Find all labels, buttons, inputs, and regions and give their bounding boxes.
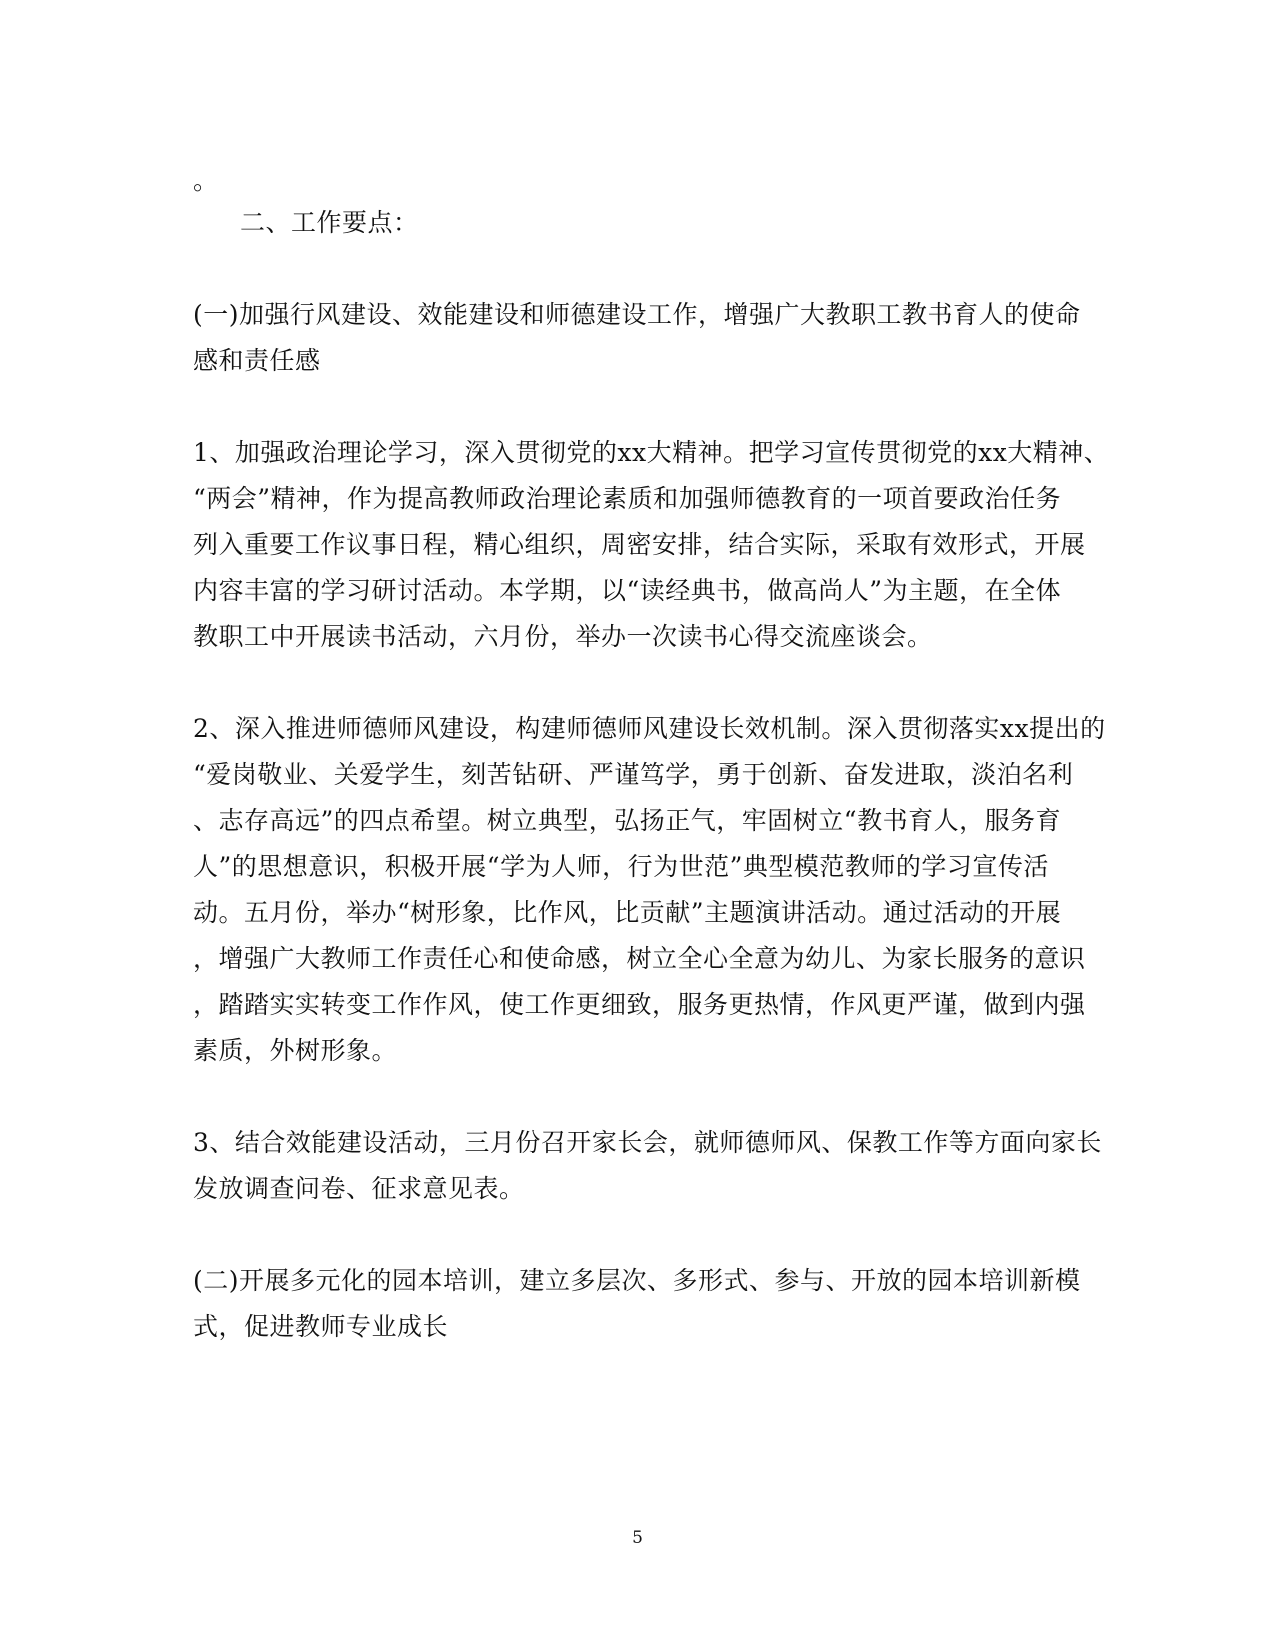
subsection-heading-line: (一)加强行风建设、效能建设和师德建设工作，增强广大教职工教书育人的使命 (193, 300, 1081, 329)
paragraph-line: 2、深入推进师德师风建设，构建师德师风建设长效机制。深入贯彻落实xx提出的 (193, 714, 1106, 743)
paragraph-line: 列入重要工作议事日程，精心组织，周密安排，结合实际，采取有效形式，开展 (193, 530, 1086, 559)
page-number: 5 (632, 1528, 643, 1548)
paragraph-line: ，增强广大教师工作责任心和使命感，树立全心全意为幼儿、为家长服务的意识 (193, 944, 1086, 973)
trailing-punctuation: 。 (193, 166, 219, 195)
paragraph-line: ，踏踏实实转变工作作风，使工作更细致，服务更热情，作风更严谨，做到内强 (193, 990, 1086, 1019)
paragraph-line: 3、结合效能建设活动，三月份召开家长会，就师德师风、保教工作等方面向家长 (193, 1128, 1102, 1157)
subsection-heading-line: (二)开展多元化的园本培训，建立多层次、多形式、参与、开放的园本培训新模 (193, 1266, 1081, 1295)
paragraph-line: 发放调查问卷、征求意见表。 (193, 1174, 525, 1203)
paragraph-line: 素质，外树形象。 (193, 1036, 398, 1065)
paragraph-line: “两会”精神，作为提高教师政治理论素质和加强师德教育的一项首要政治任务 (193, 484, 1062, 513)
subsection-heading-line: 式，促进教师专业成长 (193, 1312, 449, 1341)
paragraph-line: 1、加强政治理论学习，深入贯彻党的xx大精神。把学习宣传贯彻党的xx大精神、 (193, 438, 1110, 467)
paragraph-line: 人”的思想意识，积极开展“学为人师，行为世范”典型模范教师的学习宣传活 (193, 852, 1049, 881)
paragraph-line: 教职工中开展读书活动，六月份，举办一次读书心得交流座谈会。 (193, 622, 933, 651)
paragraph-line: “爱岗敬业、关爱学生，刻苦钻研、严谨笃学，勇于创新、奋发进取，淡泊名利 (193, 760, 1074, 789)
section-heading: 二、工作要点： (240, 208, 419, 237)
subsection-heading-line: 感和责任感 (193, 346, 321, 375)
paragraph-line: 动。五月份，举办“树形象，比作风，比贡献”主题演讲活动。通过活动的开展 (193, 898, 1062, 927)
paragraph-line: 内容丰富的学习研讨活动。本学期，以“读经典书，做高尚人”为主题，在全体 (193, 576, 1062, 605)
paragraph-line: 、志存高远”的四点希望。树立典型，弘扬正气，牢固树立“教书育人，服务育 (193, 806, 1062, 835)
